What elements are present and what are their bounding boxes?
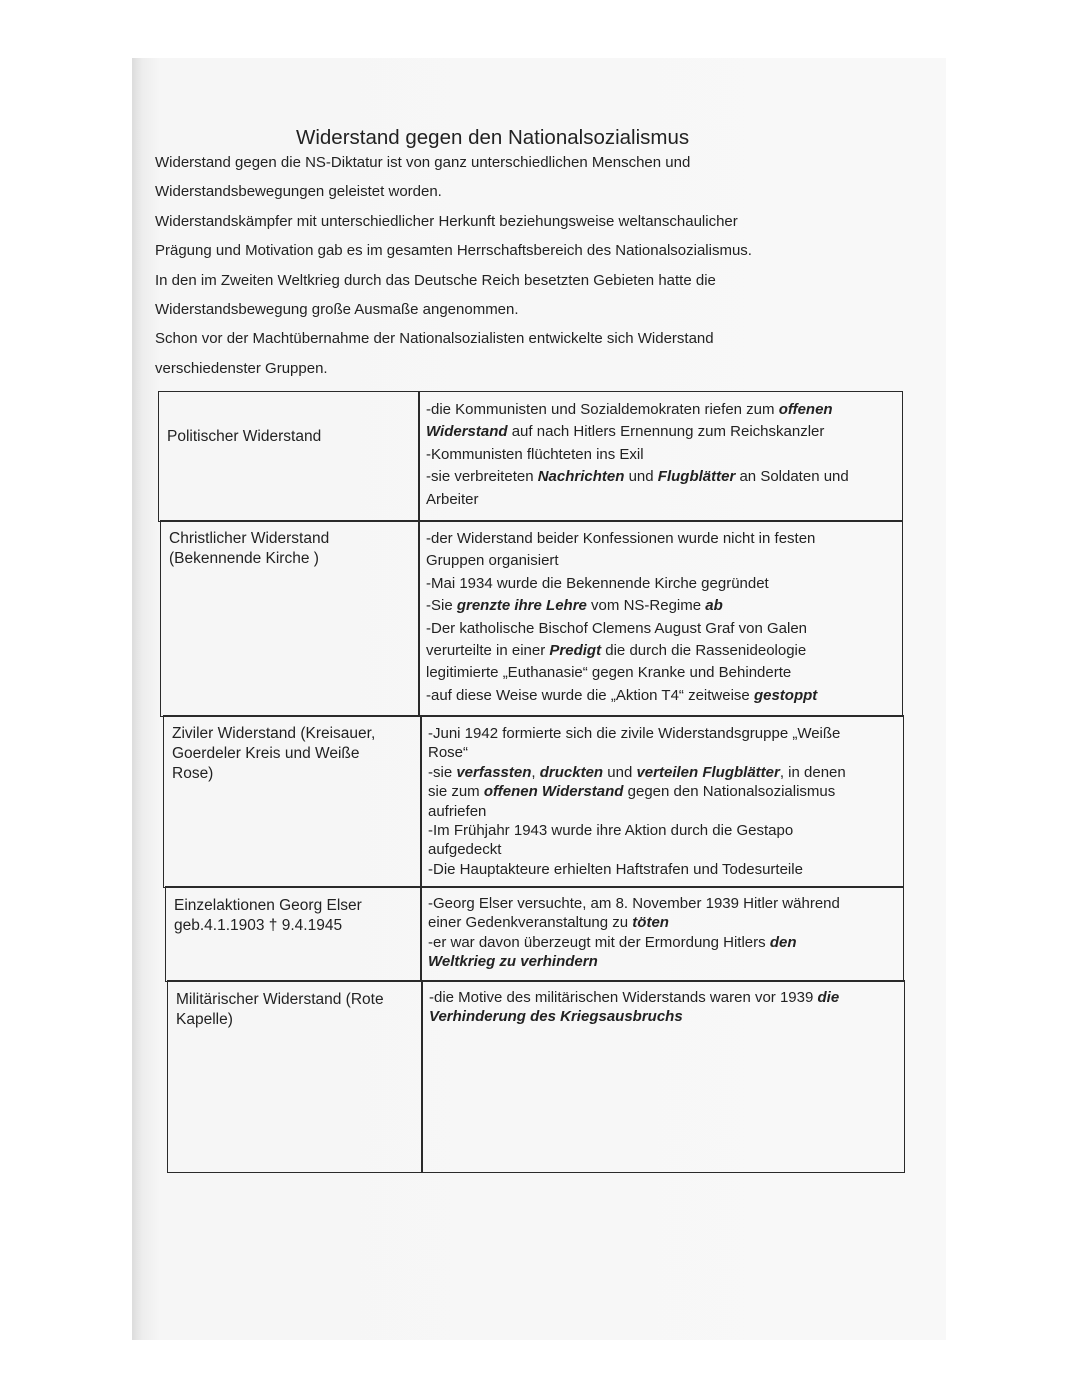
description-text: vom NS-Regime [586,597,706,615]
description-text: -Sie [426,597,457,615]
description-line [428,782,846,801]
emphasis-text: Nachrichten [537,468,625,486]
description-line [428,860,846,879]
intro-line: verschiedenster Gruppen. [155,360,328,377]
description-text: und [603,763,637,781]
emphasis-text: Weltkrieg zu verhindern [428,953,598,971]
emphasis-text: Flugblätter [657,468,736,486]
description-line [426,421,849,443]
emphasis-text: druckten [539,763,604,781]
intro-line: Widerstandskämpfer mit unterschiedlicher Herkunft beziehungsweise weltanschaulicher [155,213,738,230]
emphasis-text: offenen [778,401,833,418]
description-line [428,894,840,913]
description-line [428,724,846,743]
emphasis-text: den [769,933,797,951]
description-line [426,399,849,421]
document-title: Widerstand gegen den Nationalsozialismus [296,126,690,149]
description-line [428,952,840,971]
description-text: die durch die Rassenideologie [601,642,807,660]
description-text: -sie verbreiteten [426,468,538,486]
emphasis-text: grenzte ihre Lehre [456,597,587,615]
description-text: Gruppen organisiert [426,552,559,570]
description-line [426,595,817,617]
row-label-line: geb.4.1.1903 † 9.4.1945 [174,917,343,934]
row-label-line: Goerdeler Kreis und Weiße [172,745,360,762]
table-row-label-cell [158,391,420,522]
description-text: -die Kommunisten und Sozialdemokraten riefen zum [426,401,779,418]
emphasis-text: töten [632,914,669,932]
intro-line: Schon vor der Machtübernahme der Nationalsozialisten entwickelte sich Widerstand [155,330,714,347]
emphasis-text: gestoppt [753,686,818,704]
row-label-line: Einzelaktionen Georg Elser [174,897,362,914]
description-text: gegen den Nationalsozialismus [623,783,836,801]
emphasis-text: die [817,989,840,1006]
intro-line: Prägung und Motivation gab es im gesamten Herrschaftsbereich des Nationalsozialismus. [155,242,752,259]
intro-line: Widerstandsbewegungen geleistet worden. [155,183,442,200]
description-text: , [531,763,540,781]
description-text: aufriefen [428,802,487,820]
description-line [429,1007,839,1026]
description-line [426,662,817,684]
description-text: legitimierte „Euthanasie“ gegen Kranke und Behinderte [426,664,792,682]
description-text: -Georg Elser versuchte, am 8. November 1939 Hitler während [428,895,840,912]
row-description [429,988,839,1027]
intro-line: In den im Zweiten Weltkrieg durch das Deutsche Reich besetzten Gebieten hatte die [155,272,716,289]
row-label [172,724,375,784]
emphasis-text: Widerstand [426,423,508,441]
row-label-line: Militärischer Widerstand (Rote [176,991,384,1008]
description-text: -Mai 1934 wurde die Bekennende Kirche gegründet [426,574,769,592]
row-label-line: (Bekennende Kirche ) [169,550,319,567]
row-description [426,399,849,511]
description-line [426,685,817,707]
row-label-line: Kapelle) [176,1011,233,1028]
row-label-line: Ziviler Widerstand (Kreisauer, [172,725,376,742]
description-line [426,444,849,466]
description-text: -Im Frühjahr 1943 wurde ihre Aktion durch die Gestapo [428,822,794,840]
description-line [426,640,817,662]
description-line [428,821,846,840]
intro-line: Widerstand gegen die NS-Diktatur ist von ganz unterschiedlichen Menschen und [155,154,691,171]
row-label [174,896,362,936]
description-text: Rose“ [428,744,469,762]
row-label-line: Christlicher Widerstand [169,530,330,547]
description-text: -Juni 1942 formierte sich die zivile Widerstandsgruppe „Weiße [428,725,841,742]
description-line [428,802,846,821]
description-text: -er war davon überzeugt mit der Ermordung Hitlers [428,933,770,951]
description-line [426,618,817,640]
description-text: -Der katholische Bischof Clemens August Graf von Galen [426,619,808,637]
description-text: -auf diese Weise wurde die „Aktion T4“ zeitweise [426,686,754,704]
description-text: -sie [428,763,457,781]
description-line [428,763,846,782]
description-text: -Die Hauptakteure erhielten Haftstrafen und Todesurteile [428,860,803,878]
description-text: auf nach Hitlers Ernennung zum Reichskanzler [507,423,825,441]
emphasis-text: Predigt [549,642,602,660]
description-text: -Kommunisten flüchteten ins Exil [426,445,644,463]
description-line [426,489,849,511]
emphasis-text: offenen Widerstand [483,783,624,801]
row-description [426,528,817,707]
description-line [428,743,846,762]
intro-line: Widerstandsbewegung große Ausmaße angenommen. [155,301,519,318]
description-text: Arbeiter [426,490,479,508]
description-line [426,550,817,572]
row-description [428,724,846,879]
emphasis-text: verteilen Flugblätter [636,763,780,781]
description-text: -die Motive des militärischen Widerstands waren vor 1939 [429,989,818,1006]
description-line [429,988,839,1007]
description-line [428,840,846,859]
row-label-line: Politischer Widerstand [167,428,322,445]
row-label-line: Rose) [172,765,214,782]
description-line [426,573,817,595]
description-line [426,528,817,550]
row-label [169,529,329,569]
description-text: und [624,468,658,486]
description-text: aufgedeckt [428,841,502,859]
description-text: verurteilte in einer [426,642,550,660]
description-text: sie zum [428,783,484,801]
emphasis-text: ab [705,597,723,615]
emphasis-text: Verhinderung des Kriegsausbruchs [429,1008,683,1026]
description-text: einer Gedenkveranstaltung zu [428,914,633,932]
row-label [176,990,384,1030]
emphasis-text: verfassten [456,763,532,781]
row-label [167,427,321,447]
description-text: , in denen [779,763,846,781]
description-line [428,933,840,952]
description-text: -der Widerstand beider Konfessionen wurde nicht in festen [426,530,816,547]
description-text: an Soldaten und [735,468,849,486]
row-description [428,894,840,972]
description-line [426,466,849,488]
description-line [428,913,840,932]
